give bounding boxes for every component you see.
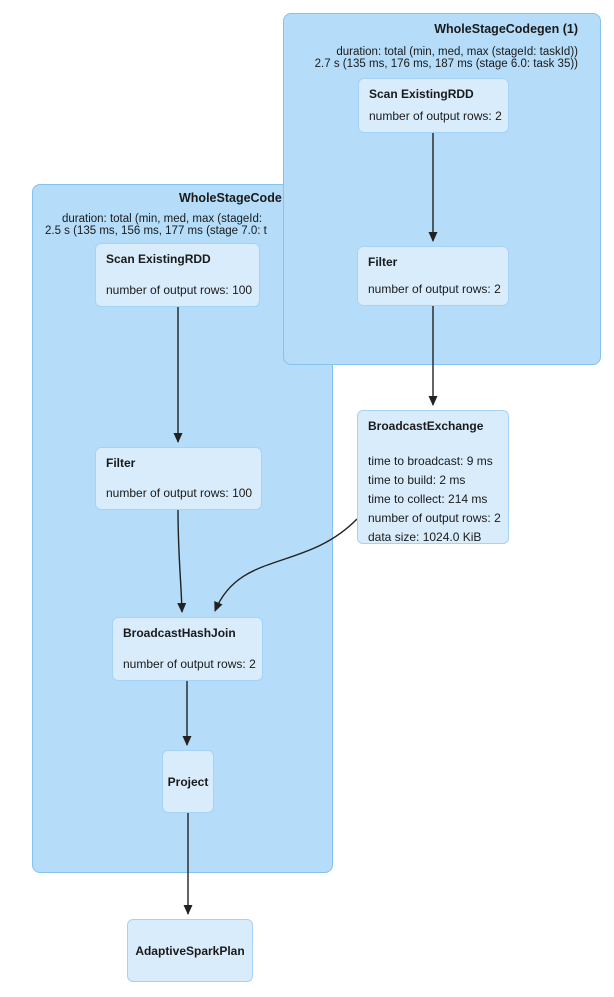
- node-metric: time to build: 2 ms: [368, 473, 466, 487]
- node-title: Scan ExistingRDD: [106, 252, 211, 266]
- node-adaptivesparkplan[interactable]: [127, 919, 253, 982]
- node-metric-list: [368, 452, 501, 547]
- cluster-wholestagecodegen-1: [283, 13, 601, 365]
- node-title: Filter: [106, 456, 136, 470]
- node-metric: number of output rows: 2: [369, 109, 502, 123]
- node-metric: number of output rows: 100: [106, 486, 253, 500]
- cluster-title: WholeStageCodegen (1): [434, 22, 578, 36]
- node-scan-existingrdd-1[interactable]: [358, 78, 509, 133]
- node-title: Filter: [368, 255, 398, 269]
- node-title: BroadcastExchange: [368, 419, 484, 433]
- node-broadcastexchange[interactable]: [357, 410, 509, 544]
- node-metric: number of output rows: 2: [368, 282, 501, 296]
- node-title: Scan ExistingRDD: [369, 87, 474, 101]
- node-title: AdaptiveSparkPlan: [135, 943, 245, 958]
- node-metric: number of output rows: 2: [123, 657, 256, 671]
- cluster-title: WholeStageCode: [179, 191, 282, 205]
- node-filter-1[interactable]: [357, 246, 509, 306]
- node-metric: time to broadcast: 9 ms: [368, 454, 493, 468]
- node-title: BroadcastHashJoin: [123, 626, 236, 640]
- node-scan-existingrdd-2[interactable]: [95, 243, 260, 307]
- node-broadcasthashjoin[interactable]: [112, 617, 263, 681]
- node-metric: number of output rows: 2: [368, 511, 501, 525]
- node-project[interactable]: [162, 750, 214, 813]
- cluster-duration-line1: duration: total (min, med, max (stageId:: [62, 213, 263, 225]
- cluster-duration-line2: 2.7 s (135 ms, 176 ms, 187 ms (stage 6.0: task 35)): [314, 58, 578, 70]
- cluster-duration-line1: duration: total (min, med, max (stageId: taskId)): [336, 46, 578, 58]
- node-metric: data size: 1024.0 KiB: [368, 530, 482, 544]
- node-metric: number of output rows: 100: [106, 283, 253, 297]
- node-title: Project: [167, 774, 209, 789]
- node-filter-2[interactable]: [95, 447, 262, 510]
- node-metric: time to collect: 214 ms: [368, 492, 488, 506]
- cluster-duration-line2: 2.5 s (135 ms, 156 ms, 177 ms (stage 7.0: t: [45, 225, 267, 237]
